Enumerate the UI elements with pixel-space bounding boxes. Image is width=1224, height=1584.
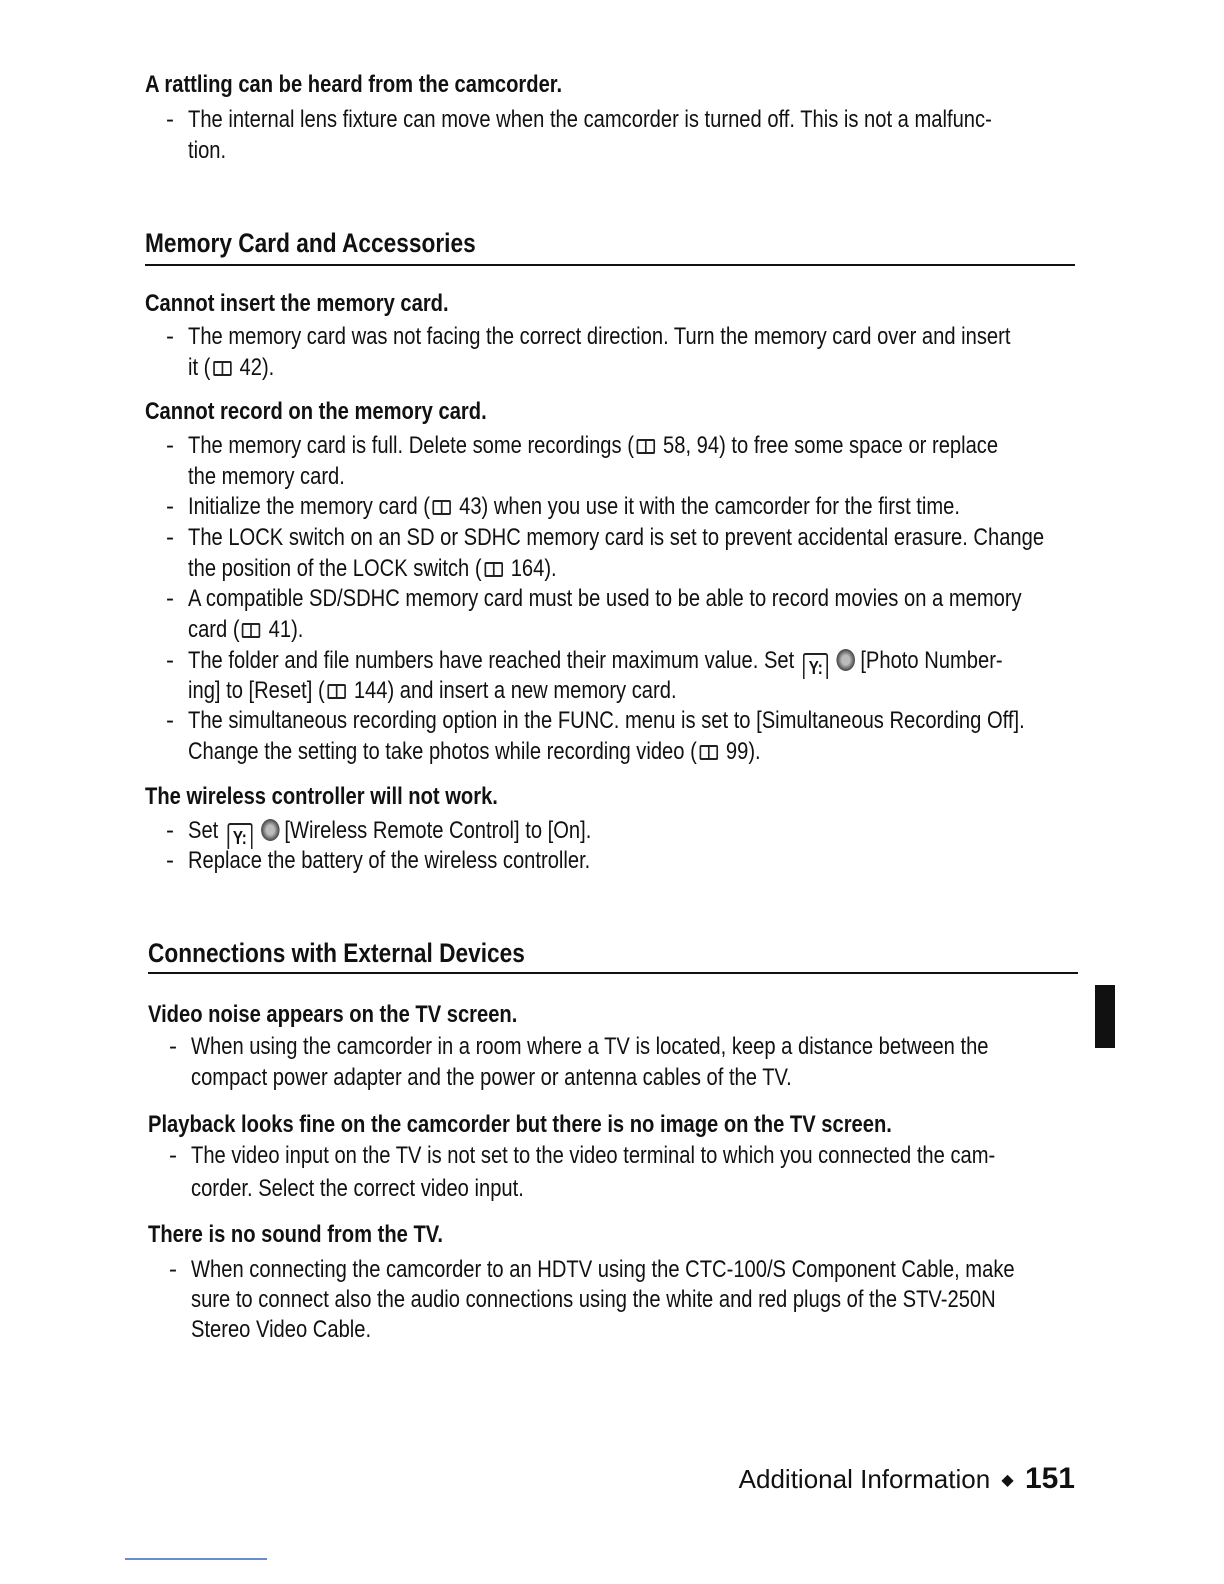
text-segment: card ( (188, 616, 240, 643)
bullet-dash: - (166, 106, 174, 133)
footer-section: Additional Information (738, 1464, 991, 1494)
text-segment: Replace the battery of the wireless controller. (188, 847, 591, 874)
body-text-line (188, 524, 1044, 552)
text-segment: Playback looks fine on the camcorder but there is no image on the TV screen. (148, 1111, 892, 1138)
text-segment: The video input on the TV is not set to the video terminal to which you connected the cam- (191, 1142, 996, 1169)
text-segment: Stereo Video Cable. (191, 1316, 372, 1343)
body-text-line (191, 1286, 996, 1314)
text-segment: the memory card. (188, 463, 345, 490)
body-text-line (191, 1064, 792, 1092)
text-segment: ing] to [Reset] ( (188, 677, 325, 704)
text-segment: The memory card is full. Delete some recordings ( (188, 432, 634, 459)
problem-heading (148, 1221, 443, 1249)
text-segment: Connections with External Devices (148, 938, 525, 968)
disc-icon (261, 819, 279, 841)
body-text-line (188, 847, 590, 875)
body-text-line (188, 137, 226, 165)
bullet-dash: - (166, 817, 174, 844)
text-segment: 99). (720, 738, 761, 765)
text-segment: Set (188, 817, 224, 844)
bullet-dash: - (166, 524, 174, 551)
text-segment: 58, 94) to free some space or replace (657, 432, 999, 459)
body-text-line (188, 738, 761, 766)
problem-heading (145, 398, 487, 426)
bullet-dash: - (166, 707, 174, 734)
text-segment: 43) when you use it with the camcorder for the first time. (453, 493, 960, 520)
text-segment: the position of the LOCK switch ( (188, 555, 482, 582)
text-segment: When connecting the camcorder to an HDTV using the CTC-100/S Component Cable, make (191, 1256, 1015, 1283)
text-segment: it ( (188, 354, 211, 381)
book-icon (242, 623, 260, 638)
body-text-line (188, 323, 1010, 351)
text-segment: 164). (505, 555, 557, 582)
book-icon (699, 745, 717, 760)
text-segment: A rattling can be heard from the camcorder. (145, 71, 563, 98)
body-text-line (191, 1142, 995, 1170)
text-segment: compact power adapter and the power or antenna cables of the TV. (191, 1064, 792, 1091)
body-text-line (191, 1175, 524, 1203)
bullet-dash: - (169, 1142, 177, 1169)
bottom-line (125, 1558, 267, 1560)
problem-heading (148, 1111, 892, 1139)
body-text-line (188, 677, 677, 705)
problem-heading (145, 71, 562, 99)
problem-heading (145, 290, 449, 318)
body-text-line (188, 647, 1003, 678)
bullet-dash: - (166, 847, 174, 874)
book-icon (327, 684, 345, 699)
text-segment: Video noise appears on the TV screen. (148, 1001, 518, 1028)
bullet-dash: - (169, 1256, 177, 1283)
body-text-line (188, 493, 960, 521)
book-icon (636, 439, 654, 454)
body-text-line (188, 432, 998, 460)
body-text-line (191, 1256, 1015, 1284)
text-segment: The memory card was not facing the correct direction. Turn the memory card over and insert (188, 323, 1011, 350)
book-icon (433, 500, 451, 515)
bullet-dash: - (169, 1033, 177, 1060)
text-segment: 41). (263, 616, 304, 643)
setup-menu-icon: Y: (803, 653, 828, 679)
footer-separator: ◆ (1001, 1472, 1014, 1489)
text-segment: Cannot record on the memory card. (145, 398, 487, 425)
text-segment: 144) and insert a new memory card. (348, 677, 677, 704)
body-text-line (188, 555, 557, 583)
page-footer (739, 1462, 1075, 1496)
bullet-dash: - (166, 432, 174, 459)
chapter-tab-marker (1095, 985, 1115, 1048)
body-text-line (188, 707, 1025, 735)
page-number: 151 (1024, 1462, 1075, 1495)
bullet-dash: - (166, 493, 174, 520)
text-segment: tion. (188, 137, 227, 164)
text-segment: Change the setting to take photos while recording video ( (188, 738, 697, 765)
text-segment: [Photo Number- (860, 647, 1003, 674)
text-segment: 42). (233, 354, 275, 381)
text-segment: The wireless controller will not work. (145, 783, 498, 810)
bullet-dash: - (166, 585, 174, 612)
text-segment: A compatible SD/SDHC memory card must be used to be able to record movies on a memory (188, 585, 1022, 612)
bullet-dash: - (166, 323, 174, 350)
book-icon (484, 562, 502, 577)
section-rule (148, 972, 1078, 974)
text-segment: When using the camcorder in a room where a TV is located, keep a distance between the (191, 1033, 989, 1060)
text-segment: The LOCK switch on an SD or SDHC memory card is set to prevent accidental erasure. Change (188, 524, 1045, 551)
section-rule (145, 264, 1075, 266)
text-segment: Initialize the memory card ( (188, 493, 430, 520)
body-text-line (188, 616, 303, 644)
text-segment: sure to connect also the audio connections using the white and red plugs of the STV-250N (191, 1286, 996, 1313)
text-segment: [Wireless Remote Control] to [On]. (284, 817, 592, 844)
text-segment: corder. Select the correct video input. (191, 1175, 524, 1202)
text-segment: Cannot insert the memory card. (145, 290, 449, 317)
body-text-line (191, 1316, 371, 1344)
section-heading (145, 229, 476, 257)
setup-menu-icon: Y: (227, 823, 252, 849)
body-text-line (188, 106, 992, 134)
text-segment: There is no sound from the TV. (148, 1221, 443, 1248)
book-icon (213, 361, 231, 376)
bullet-dash: - (166, 647, 174, 674)
body-text-line (188, 354, 274, 382)
section-heading (148, 939, 525, 967)
disc-icon (837, 649, 855, 671)
body-text-line (191, 1033, 989, 1061)
body-text-line (188, 817, 592, 848)
text-segment: The simultaneous recording option in the FUNC. menu is set to [Simultaneous Recording Off]. (188, 707, 1025, 734)
body-text-line (188, 585, 1022, 613)
problem-heading (145, 783, 498, 811)
body-text-line (188, 463, 345, 491)
problem-heading (148, 1001, 517, 1029)
text-segment: Memory Card and Accessories (145, 228, 476, 258)
text-segment: The internal lens fixture can move when the camcorder is turned off. This is not a malfunc- (188, 106, 992, 133)
text-segment: The folder and file numbers have reached their maximum value. Set (188, 647, 800, 674)
